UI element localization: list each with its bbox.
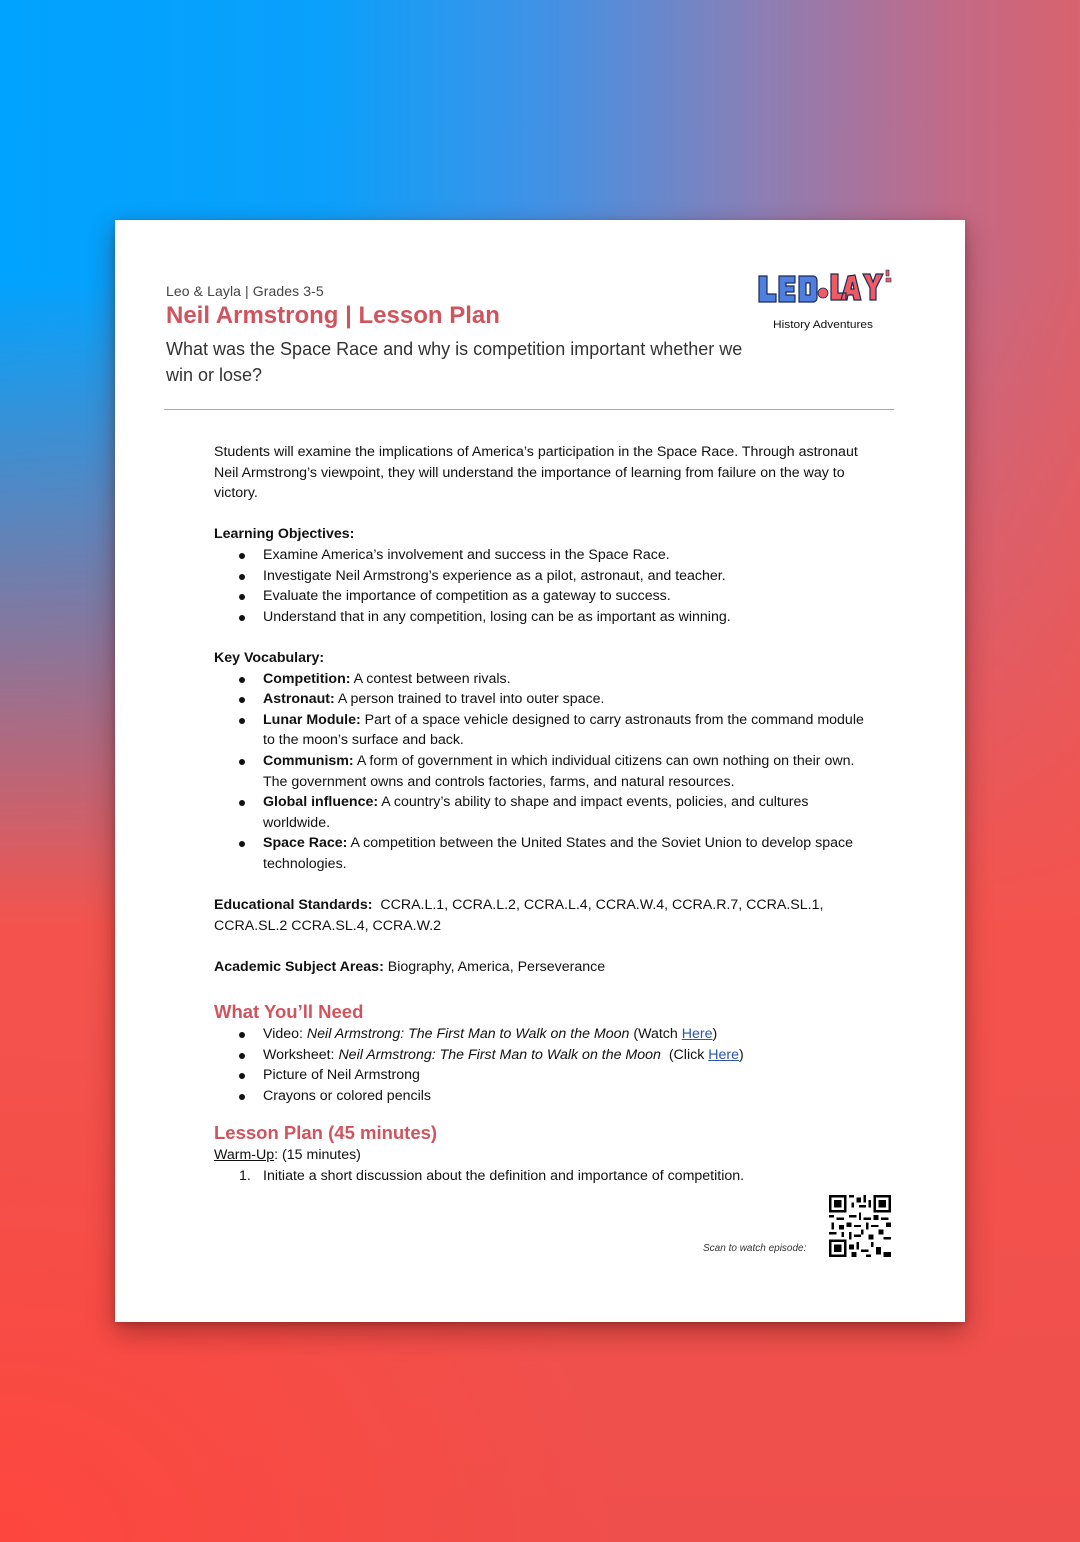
standards-value: CCRA.L.1, CCRA.L.2, CCRA.L.4, CCRA.W.4, CCRA.R.7, CCRA.SL.1, CCRA.SL.2 CCRA.SL.4, CCRA.W.2 xyxy=(214,897,828,934)
objectives-heading: Learning Objectives: xyxy=(214,526,355,543)
vocab-term: Global influence: xyxy=(263,794,379,811)
material-video: Video: Neil Armstrong: The First Man to Walk on the Moon (Watch Here) xyxy=(263,1024,864,1045)
vocab-item xyxy=(263,669,864,690)
lesson-plan-heading: Lesson Plan (45 minutes) xyxy=(214,1122,438,1144)
step-item: 1. Initiate a short discussion about the definition and importance of competition. xyxy=(239,1168,745,1184)
logo-wordmark xyxy=(759,270,891,302)
lesson-plan-page xyxy=(115,220,965,1322)
subject-areas xyxy=(214,957,864,978)
vocab-item xyxy=(263,751,864,792)
vocabulary-list xyxy=(214,669,864,875)
warmup-line xyxy=(214,1145,864,1166)
list-item: Examine America’s involvement and success in the Space Race. xyxy=(263,545,864,566)
warmup-label: Warm-Up xyxy=(214,1147,275,1164)
warmup-time: : (15 minutes) xyxy=(274,1147,361,1164)
list-item: Crayons or colored pencils xyxy=(263,1086,864,1107)
vocab-item xyxy=(263,689,864,710)
header-meta: Leo & Layla | Grades 3-5 xyxy=(166,283,324,299)
intro-paragraph: Students will examine the implications of America’s participation in the Space Race. Through astronaut Neil Armstrong’s viewpoint, they will understand the importance of learning from failure on the way to victory. xyxy=(214,444,858,502)
guiding-question: What was the Space Race and why is competition important whether we win or lose? xyxy=(166,339,743,385)
header-divider xyxy=(164,409,894,410)
vocab-term: Lunar Module: xyxy=(263,711,361,728)
qr-code-icon[interactable] xyxy=(829,1195,891,1257)
list-item: Understand that in any competition, losing can be as important as winning. xyxy=(263,607,864,628)
leo-layla-logo xyxy=(755,266,895,344)
vocab-definition: A form of government in which individual citizens can own nothing on their own. The government owns and controls factories, farms, and natural resources. xyxy=(263,752,855,790)
materials-list xyxy=(214,1024,864,1106)
list-item: Investigate Neil Armstrong’s experience as a pilot, astronaut, and teacher. xyxy=(263,566,864,587)
vocab-item xyxy=(263,833,864,874)
worksheet-here-link[interactable]: Here xyxy=(708,1046,739,1063)
vocabulary-heading: Key Vocabulary: xyxy=(214,649,325,666)
vocab-item xyxy=(263,792,864,833)
vocab-definition: A person trained to travel into outer space. xyxy=(334,691,605,708)
list-item: Picture of Neil Armstrong xyxy=(263,1065,864,1086)
objectives-list xyxy=(214,545,864,627)
subjects-label: Academic Subject Areas: xyxy=(214,958,384,975)
subjects-value: Biography, America, Perseverance xyxy=(383,958,606,975)
scan-caption: Scan to watch episode: xyxy=(703,1243,807,1254)
vocab-definition: A country’s ability to shape and impact events, policies, and cultures worldwide. xyxy=(263,794,809,831)
standards-label: Educational Standards: xyxy=(214,897,373,914)
vocab-term: Space Race: xyxy=(263,835,348,852)
list-item: Evaluate the importance of competition as a gateway to success. xyxy=(263,586,864,607)
vocab-term: Competition: xyxy=(263,670,351,687)
vocab-term: Astronaut: xyxy=(263,691,335,708)
vocab-item xyxy=(263,710,864,751)
page-title: Neil Armstrong | Lesson Plan xyxy=(166,302,500,329)
vocab-term: Communism: xyxy=(263,752,354,769)
video-here-link[interactable]: Here xyxy=(681,1026,713,1043)
warmup-steps xyxy=(214,1166,864,1187)
vocab-definition: A contest between rivals. xyxy=(350,670,511,687)
vocab-definition: Part of a space vehicle designed to carry astronauts from the command module to the moon’s surface and back. xyxy=(263,711,864,749)
material-worksheet: Worksheet: Neil Armstrong: The First Man to Walk on the Moon (Click Here) xyxy=(263,1045,864,1066)
vocab-definition: A competition between the United States and the Soviet Union to develop space technologies. xyxy=(263,835,853,872)
what-youll-need-heading: What You’ll Need xyxy=(214,1001,364,1023)
lesson-body xyxy=(214,442,864,1187)
educational-standards xyxy=(214,895,864,936)
logo-tagline: History Adventures xyxy=(773,319,874,331)
